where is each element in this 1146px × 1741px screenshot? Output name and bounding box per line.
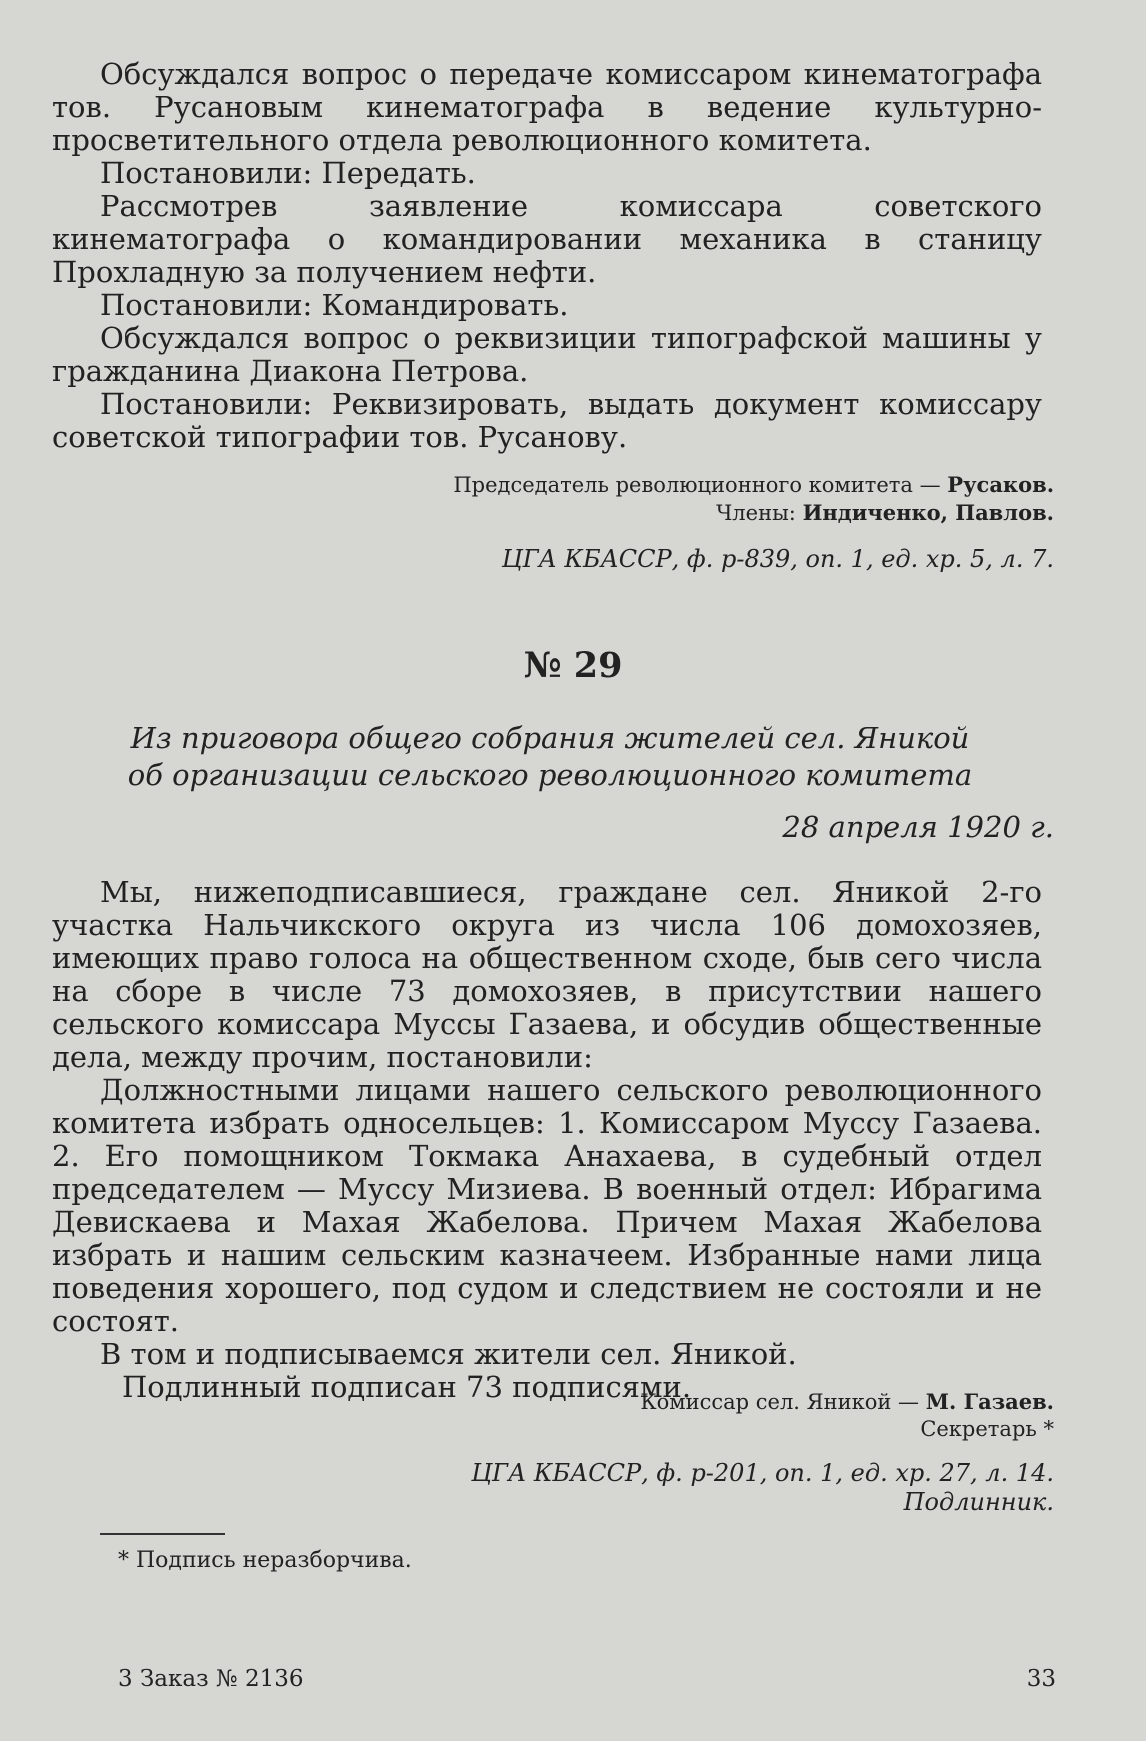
members-names: Индиченко, Павлов.: [802, 500, 1054, 525]
protocol-continuation: [52, 58, 1042, 454]
paragraph: Должностными лицами нашего сельского революционного комитета избрать односельцев: 1. Комиссаром Муссу Газаева. 2. Его помощником Токмака Анахаева, в судебный отдел председателем — Муссу Мизиева. В военный отдел: Ибрагима Девискаева и Махая Жабелова. Причем Махая Жабелова избрать и нашим сельским казначеем. Избранные нами лица поведения хорошего, под судом и следствием не состояли и не состоят.: [52, 1073, 1042, 1338]
archive-reference: ЦГА КБАССР, ф. р-201, оп. 1, ед. хр. 27, л. 14.: [471, 1459, 1054, 1487]
paragraph: Постановили: Передать.: [100, 156, 476, 190]
paragraph: В том и подписываемся жители сел. Яникой.: [100, 1337, 797, 1371]
paragraph: Постановили: Командировать.: [100, 288, 569, 322]
footnote: * Подпись неразборчива.: [118, 1548, 412, 1573]
chair-label: Председатель революционного комитета —: [453, 473, 941, 497]
commissar-name: М. Газаев.: [925, 1389, 1054, 1414]
paragraph: Обсуждался вопрос о передаче комиссаром кинематографа тов. Русановым кинематографа в ведение культурно-просветительного отдела революционного комитета.: [52, 57, 1042, 157]
signature-secretary: Секретарь *: [920, 1417, 1054, 1441]
paragraph: Рассмотрев заявление комиссара советского кинематографа о командировании механика в станицу Прохладную за получением нефти.: [52, 189, 1042, 289]
signature-commissar: [640, 1388, 1054, 1416]
signature-members: [716, 499, 1054, 527]
original-note: Подлинник.: [903, 1488, 1054, 1516]
commissar-label: Комиссар сел. Яникой —: [640, 1390, 920, 1414]
paragraph: Постановили: Реквизировать, выдать документ комиссару советской типографии тов. Русанову.: [52, 387, 1042, 454]
chair-name: Русаков.: [947, 472, 1054, 497]
members-label: Члены:: [716, 501, 796, 525]
archive-reference: ЦГА КБАССР, ф. р-839, оп. 1, ед. хр. 5, л. 7.: [501, 545, 1054, 573]
paragraph: Обсуждался вопрос о реквизиции типографской машины у гражданина Диакона Петрова.: [52, 321, 1042, 388]
document-number: № 29: [523, 645, 623, 686]
document-title: [120, 720, 980, 794]
document-date: 28 апреля 1920 г.: [782, 810, 1054, 844]
paragraph: Мы, нижеподписавшиеся, граждане сел. Яникой 2-го участка Нальчикского округа из числа 106 домохозяев, имеющих право голоса на общественном сходе, быв сего числа на сборе в числе 73 домохозяев, в присутствии нашего сельского комиссара Муссы Газаева, и обсудив общественные дела, между прочим, постановили:: [52, 875, 1042, 1074]
title-line: об организации сельского революционного комитета: [127, 758, 973, 792]
page-number: 33: [1026, 1666, 1056, 1692]
paragraph: Подлинный подписан 73 подписями.: [122, 1370, 692, 1404]
signature-chair: [453, 471, 1054, 499]
footnote-divider: [100, 1533, 225, 1535]
print-order: 3 Заказ № 2136: [118, 1666, 304, 1692]
document-body: [52, 876, 1042, 1404]
title-line: Из приговора общего собрания жителей сел. Яникой: [130, 721, 970, 755]
